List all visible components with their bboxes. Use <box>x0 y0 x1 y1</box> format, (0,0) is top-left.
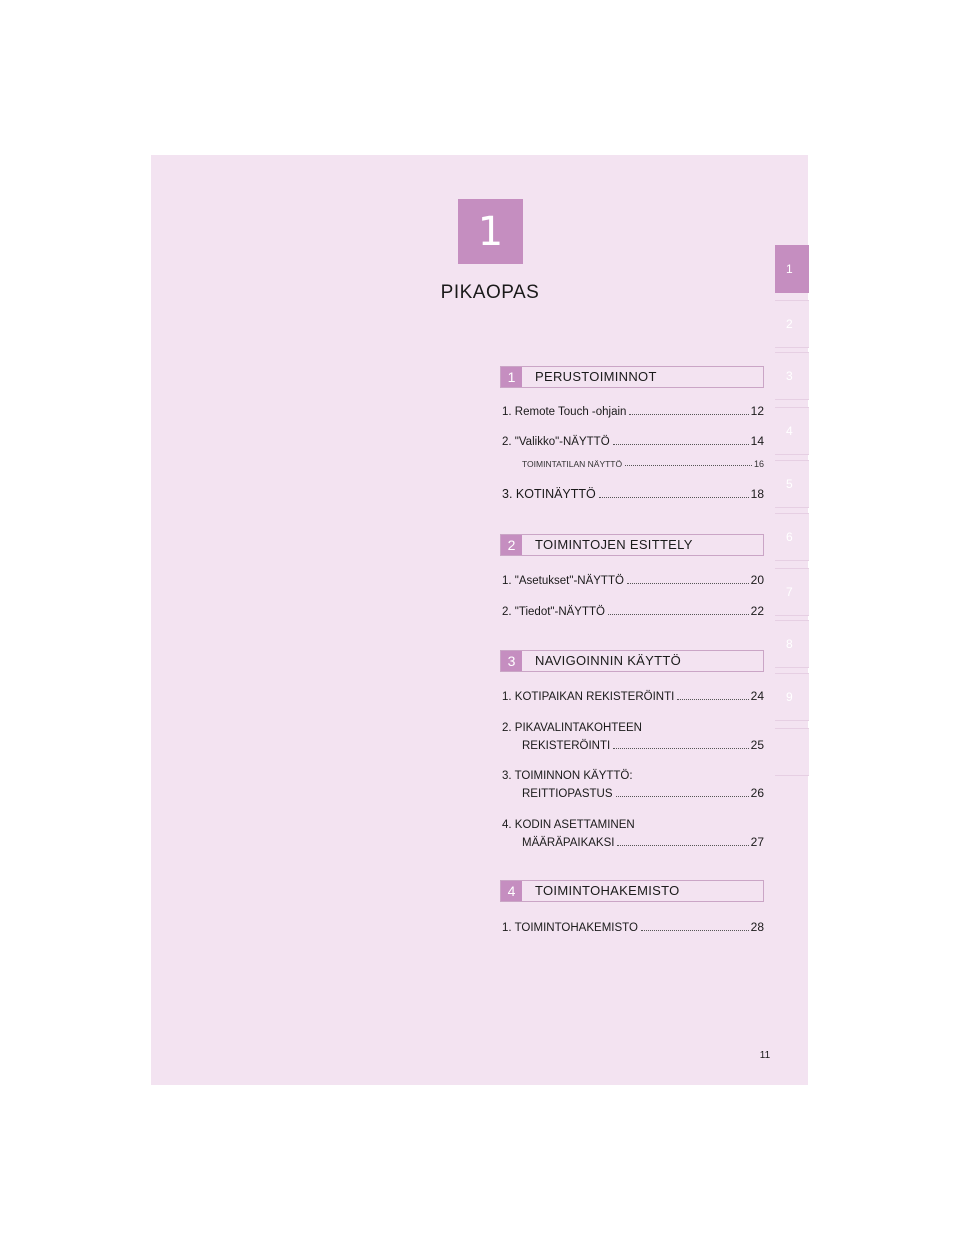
tab-chapter-1[interactable]: 1 <box>775 245 809 293</box>
tab-chapter-blank[interactable] <box>775 728 809 776</box>
tab-chapter-3[interactable]: 3 <box>775 352 809 400</box>
toc-entry[interactable]: 1. "Asetukset"-NÄYTTÖ 20 <box>502 573 764 587</box>
tab-chapter-2[interactable]: 2 <box>775 300 809 348</box>
tab-chapter-6[interactable]: 6 <box>775 513 809 561</box>
section-number: 2 <box>501 535 522 555</box>
toc-entry[interactable]: 1. KOTIPAIKAN REKISTERÖINTI 24 <box>502 689 764 703</box>
tab-chapter-7[interactable]: 7 <box>775 568 809 616</box>
toc-entry-line1[interactable]: 2. PIKAVALINTAKOHTEEN <box>502 722 642 734</box>
section-title: NAVIGOINNIN KÄYTTÖ <box>535 653 682 668</box>
toc-entry-line1[interactable]: 3. TOIMINNON KÄYTTÖ: <box>502 770 633 782</box>
section-header-1 <box>500 366 764 388</box>
section-number: 4 <box>501 881 522 901</box>
toc-entry[interactable]: 1. Remote Touch -ohjain 12 <box>502 404 764 418</box>
tab-chapter-9[interactable]: 9 <box>775 673 809 721</box>
section-header-3 <box>500 650 764 672</box>
page-number: 11 <box>759 1050 771 1061</box>
tab-chapter-8[interactable]: 8 <box>775 620 809 668</box>
toc-entry-line1[interactable]: 4. KODIN ASETTAMINEN <box>502 819 635 831</box>
section-title: TOIMINTOHAKEMISTO <box>535 883 680 898</box>
section-title: PERUSTOIMINNOT <box>535 369 657 384</box>
section-number: 1 <box>501 367 522 387</box>
toc-entry-line2[interactable]: MÄÄRÄPAIKAKSI 27 <box>522 835 764 849</box>
toc-entry-line2[interactable]: REKISTERÖINTI 25 <box>522 738 764 752</box>
chapter-title: PIKAOPAS <box>440 282 540 303</box>
toc-entry-line2[interactable]: REITTIOPASTUS 26 <box>522 786 764 800</box>
toc-entry[interactable]: 3. KOTINÄYTTÖ 18 <box>502 487 764 501</box>
section-header-2 <box>500 534 764 556</box>
tab-chapter-4[interactable]: 4 <box>775 407 809 455</box>
tab-chapter-5[interactable]: 5 <box>775 460 809 508</box>
toc-entry[interactable]: 2. "Valikko"-NÄYTTÖ 14 <box>502 434 764 448</box>
section-header-4 <box>500 880 764 902</box>
section-title: TOIMINTOJEN ESITTELY <box>535 537 693 552</box>
toc-subentry[interactable]: TOIMINTATILAN NÄYTTÖ 16 <box>522 459 764 469</box>
toc-entry[interactable]: 1. TOIMINTOHAKEMISTO 28 <box>502 920 764 934</box>
toc-entry[interactable]: 2. "Tiedot"-NÄYTTÖ 22 <box>502 604 764 618</box>
chapter-number-box: 1 <box>458 199 523 264</box>
section-number: 3 <box>501 651 522 671</box>
